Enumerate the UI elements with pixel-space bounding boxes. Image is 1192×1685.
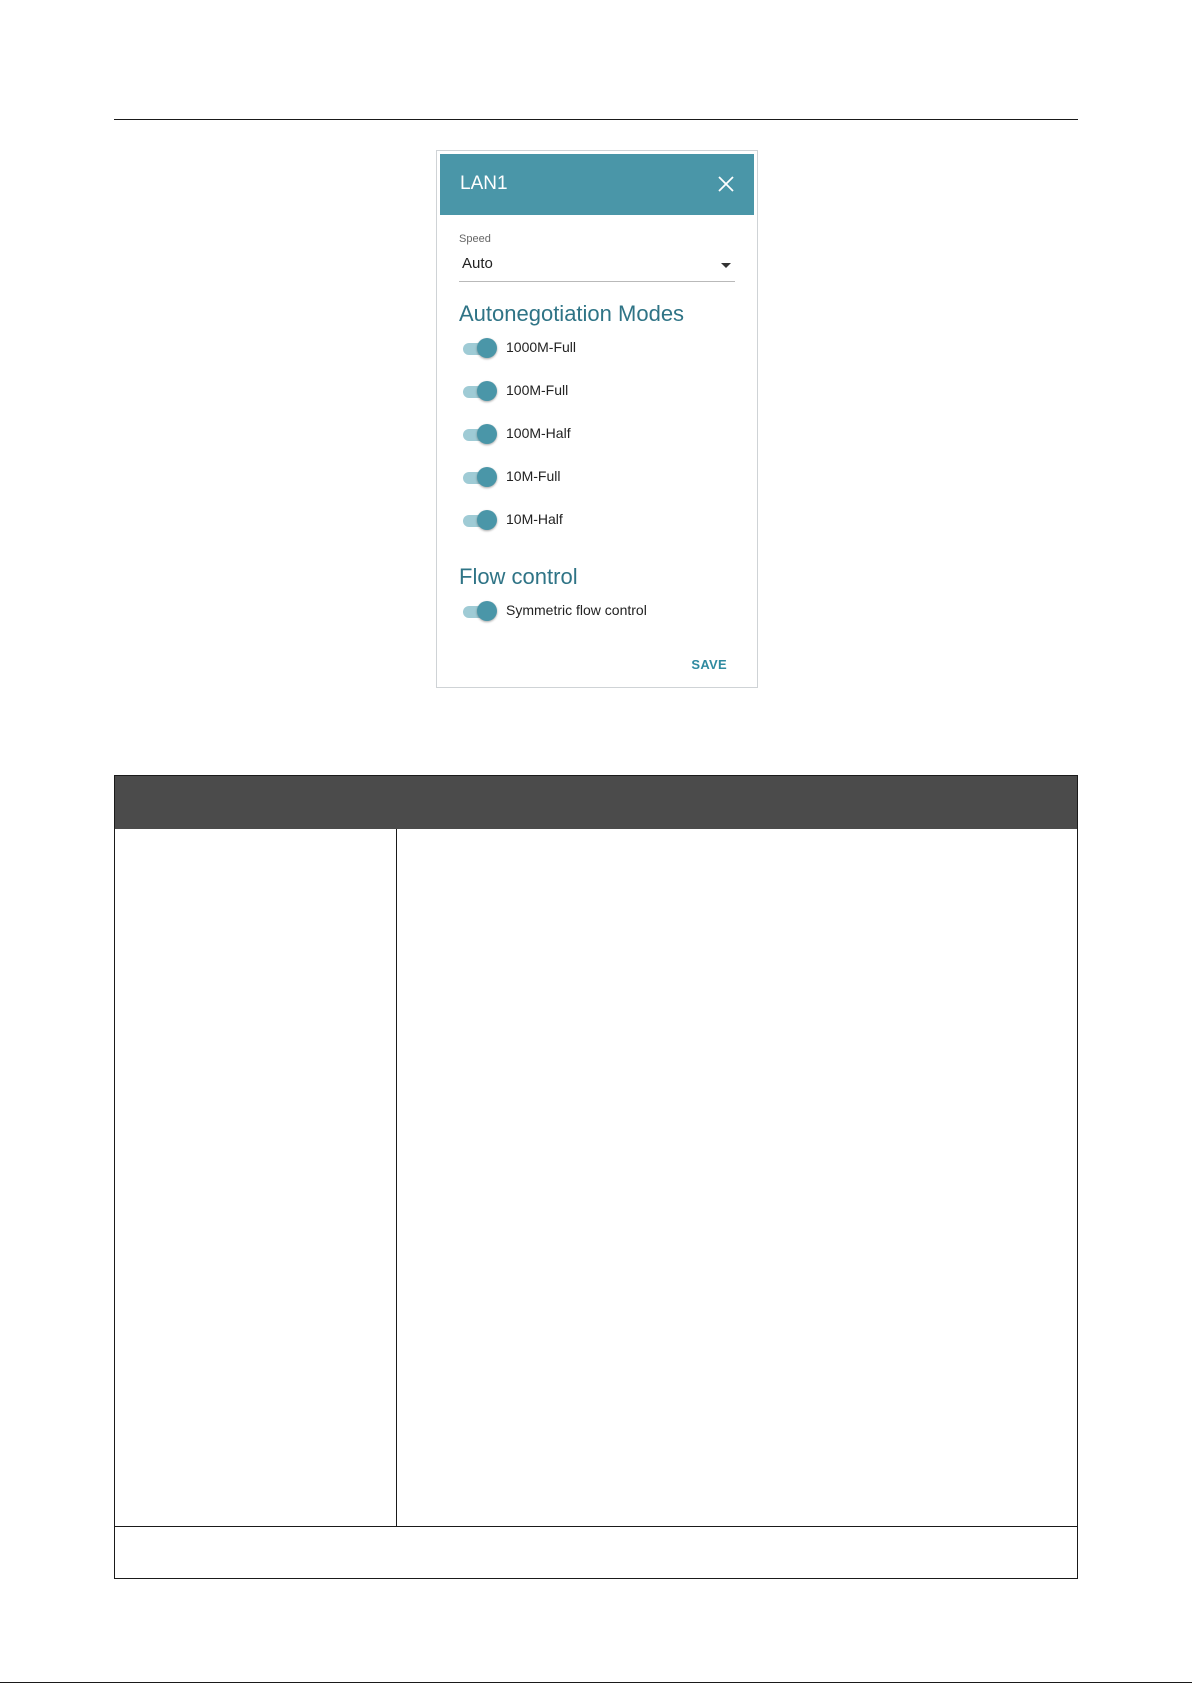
page-header-rule [114,119,1078,120]
dialog-header [440,154,754,215]
toggle-knob [477,467,497,487]
autonegotiation-heading: Autonegotiation Modes [459,301,685,326]
parameter-table [114,775,1078,1579]
page-footer-rule [0,1682,1192,1683]
toggle-label: 10M-Half [506,511,563,527]
speed-value: Auto [462,255,493,272]
toggle-label: 1000M-Full [506,339,577,355]
toggle-row-symmetric-flow-control[interactable] [459,599,739,623]
dialog-title: LAN1 [460,173,508,194]
toggle-knob [477,601,497,621]
toggle-switch[interactable] [461,337,497,359]
toggle-knob [477,381,497,401]
speed-select[interactable] [459,251,735,282]
toggle-knob [477,424,497,444]
toggle-label: 100M-Half [506,425,571,441]
close-button[interactable] [716,174,736,194]
toggle-label: 10M-Full [506,468,561,484]
toggle-row-10m-full[interactable] [459,465,739,489]
toggle-row-10m-half[interactable] [459,508,739,532]
toggle-label: Symmetric flow control [506,602,647,618]
toggle-switch[interactable] [461,509,497,531]
speed-label: Speed [459,233,491,245]
toggle-switch[interactable] [461,600,497,622]
toggle-label: 100M-Full [506,382,569,398]
caret-down-icon [721,263,731,268]
toggle-knob [477,338,497,358]
toggle-knob [477,510,497,530]
lan1-dialog [436,150,758,688]
toggle-switch[interactable] [461,423,497,445]
toggle-row-100m-half[interactable] [459,422,739,446]
close-icon [716,174,736,194]
toggle-row-1000m-full[interactable] [459,336,739,360]
table-footer-row [115,1527,1077,1578]
toggle-switch[interactable] [461,466,497,488]
flow-control-heading: Flow control [459,564,578,589]
toggle-switch[interactable] [461,380,497,402]
table-cell-description [397,829,1077,1526]
save-button[interactable]: SAVE [691,657,727,672]
table-cell-parameter [115,829,396,1526]
table-header [115,776,1077,829]
toggle-row-100m-full[interactable] [459,379,739,403]
